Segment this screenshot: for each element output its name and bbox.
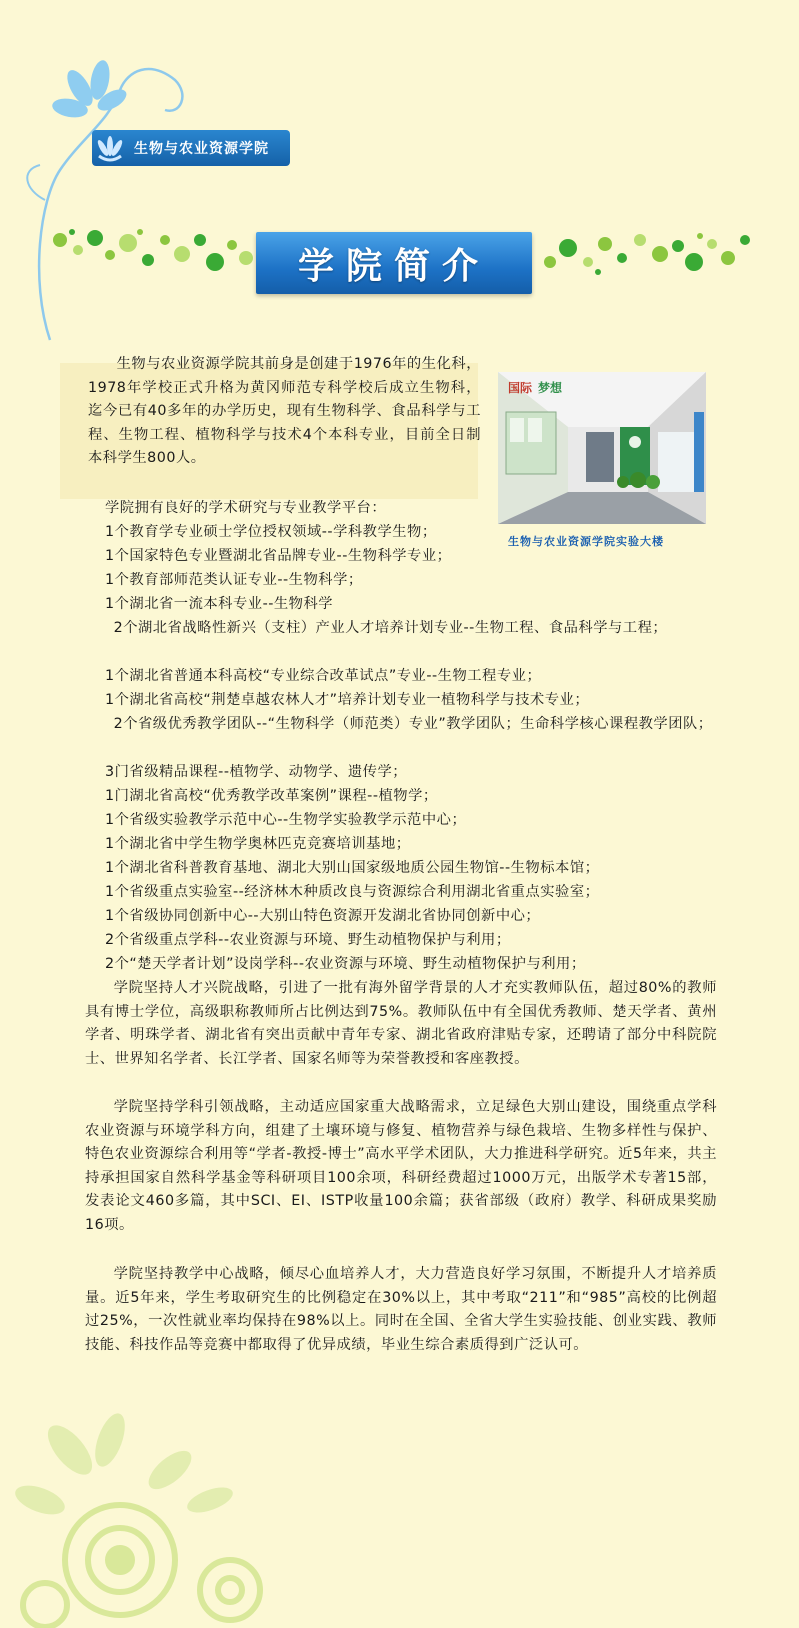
list-item: 1个省级实验教学示范中心--生物学实验教学示范中心；: [105, 812, 467, 828]
list-item: 2个湖北省战略性新兴（支柱）产业人才培养计划专业--生物工程、食品科学与工程；: [113, 620, 668, 636]
paragraph-teaching: 学院坚持教学中心战略，倾尽心血培养人才，大力营造良好学习氛围，不断提升人才培养质量。近5年来，学生考取研究生的比例稳定在30%以上，其中考取“211”和“985”高校的比例超过25%，一次性就业率均保持在98%以上。同时在全国、全省大学生实验技能、创业实践、教师技能、科技作品等竞赛中都取得了优异成绩，毕业生综合素质得到广泛认可。: [85, 1266, 717, 1353]
list-item: 1个湖北省高校“荆楚卓越农林人才”培养计划专业一植物科学与技术专业；: [105, 692, 590, 708]
hand-leaf-icon: [92, 130, 128, 166]
list-item: 2个省级重点学科--农业资源与环境、野生动植物保护与利用；: [105, 932, 511, 948]
paragraph-research: 学院坚持学科引领战略，主动适应国家重大战略需求，立足绿色大别山建设，围绕重点学科农业资源与环境学科方向，组建了土壤环境与修复、植物营养与绿色栽培、生物多样性与保护、特色农业资源综合利用等“学者-教授-博士”高水平学术团队，大力推进科学研究。近5年来，共主持承担国家自然科学基金等科研项目100余项，科研经费超过1000万元，出版学术专著15部，发表论文460多篇，其中SCI、EI、ISTP收量100余篇；获省部级（政府）教学、科研成果奖励16项。: [85, 1099, 717, 1233]
paragraph-faculty: 学院坚持人才兴院战略，引进了一批有海外留学背景的人才充实教师队伍，超过80%的教师具有博士学位，高级职称教师所占比例达到75%。教师队伍中有全国优秀教师、楚天学者、黄州学者、明珠学者、湖北省有突出贡献中青年专家、湖北省政府津贴专家，还聘请了部分中科院院士、世界知名学者、长江学者、国家名师等为荣誉教授和客座教授。: [85, 980, 717, 1067]
list-item: 1个湖北省中学生物学奥林匹克竞赛培训基地；: [105, 836, 411, 852]
list-item: 1个省级重点实验室--经济林木种质改良与资源综合利用湖北省重点实验室；: [105, 884, 600, 900]
vine-curl: [27, 165, 45, 200]
list-item: 1门湖北省高校“优秀教学改革案例”课程--植物学；: [105, 788, 438, 804]
college-name: 生物与农业资源学院: [134, 141, 269, 157]
list-item: 2个省级优秀教学团队--“生物科学（师范类）专业”教学团队；生命科学核心课程教学团队；: [113, 716, 713, 732]
list-item: 1个湖北省科普教育基地、湖北大别山国家级地质公园生物馆--生物标本馆；: [105, 860, 600, 876]
college-badge: [92, 130, 290, 166]
list-item: 1个湖北省一流本科专业--生物科学: [105, 596, 334, 612]
list-item: 2个“楚天学者计划”设岗学科--农业资源与环境、野生动植物保护与利用；: [105, 956, 586, 972]
title-banner: [256, 232, 532, 294]
list-item: 1个教育部师范类认证专业--生物科学；: [105, 572, 363, 588]
building-photo: [498, 372, 706, 524]
platform-intro: 学院拥有良好的学术研究与专业教学平台：: [105, 500, 387, 516]
wall-sign-right: 梦想: [538, 381, 563, 395]
dots-left: [53, 229, 253, 271]
page-title: 学院简介: [297, 245, 490, 287]
list-item: 1个湖北省普通本科高校“专业综合改革试点”专业--生物工程专业；: [105, 668, 542, 684]
swirl-ornament: [23, 1505, 260, 1627]
intro-paragraph: 生物与农业资源学院其前身是创建于1976年的生化科，1978年学校正式升格为黄冈师范专科学校后成立生物科，迄今已有40多年的办学历史，现有生物科学、食品科学与工程、生物工程、植物科学与技术4个本科专业，目前全日制本科学生800人。: [88, 356, 481, 467]
list-item: 1个省级协同创新中心--大别山特色资源开发湖北省协同创新中心；: [105, 908, 541, 924]
photo-caption: 生物与农业资源学院实验大楼: [508, 535, 664, 548]
list-item: 3门省级精品课程--植物学、动物学、遗传学；: [105, 764, 408, 780]
flower-icon: [51, 59, 130, 120]
wall-sign-left: 国际: [508, 381, 533, 395]
dots-right: [544, 233, 750, 275]
list-item: 1个国家特色专业暨湖北省品牌专业--生物科学专业；: [105, 548, 452, 564]
list-item: 1个教育学专业硕士学位授权领域--学科教学生物；: [105, 524, 437, 540]
